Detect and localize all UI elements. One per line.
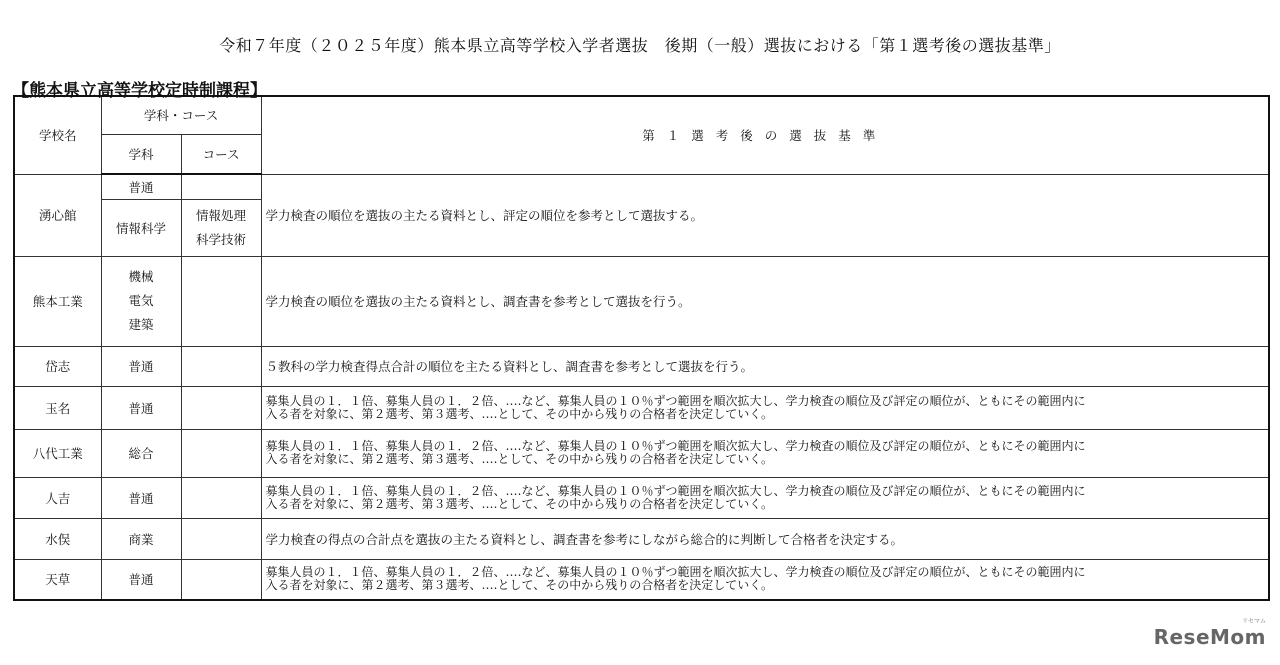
school-name: 岱志 — [14, 346, 101, 386]
table-row — [14, 346, 1269, 386]
course-cell — [181, 559, 261, 600]
dept-cell: 普通 — [101, 559, 181, 600]
course-cell — [181, 174, 261, 199]
school-name: 玉名 — [14, 386, 101, 429]
course-cell — [181, 199, 261, 256]
school-name: 水俣 — [14, 518, 101, 559]
header-dept-course: 学科・コース — [101, 96, 261, 134]
course-cell — [181, 518, 261, 559]
table-row — [14, 256, 1269, 346]
dept-cell: 総合 — [101, 429, 181, 477]
dept-cell: 普通 — [101, 346, 181, 386]
dept-item: 機械 — [128, 269, 154, 284]
criteria-cell — [261, 386, 1269, 429]
dept-cell: 商業 — [101, 518, 181, 559]
document-title: 令和７年度（２０２５年度）熊本県立高等学校入学者選抜 後期（一般）選抜における「第１選考後の選抜基準」 — [219, 36, 1061, 55]
criteria-line: 募集人員の１．１倍、募集人員の１．２倍、‥‥など、募集人員の１０％ずつ範囲を順次拡大し、学力検査の順位及び評定の順位が、ともにその範囲内に — [265, 483, 1086, 498]
school-name: 人吉 — [14, 477, 101, 518]
course-cell — [181, 386, 261, 429]
course-cell — [181, 477, 261, 518]
criteria-cell — [261, 559, 1269, 600]
criteria-line: 募集人員の１．１倍、募集人員の１．２倍、‥‥など、募集人員の１０％ずつ範囲を順次拡大し、学力検査の順位及び評定の順位が、ともにその範囲内に — [265, 565, 1086, 580]
table-row — [14, 429, 1269, 477]
criteria-line: 入る者を対象に、第２選考、第３選考、‥‥として、その中から残りの合格者を決定していく。 — [265, 452, 774, 466]
dept-cell: 普通 — [101, 386, 181, 429]
criteria-cell: 学力検査の順位を選抜の主たる資料とし、評定の順位を参考として選抜する。 — [261, 174, 1269, 256]
dept-cell — [101, 256, 181, 346]
criteria-line: 入る者を対象に、第２選考、第３選考、‥‥として、その中から残りの合格者を決定していく。 — [265, 496, 774, 511]
criteria-line: 募集人員の１．１倍、募集人員の１．２倍、‥‥など、募集人員の１０％ずつ範囲を順次拡大し、学力検査の順位及び評定の順位が、ともにその範囲内に — [265, 439, 1086, 453]
criteria-cell — [261, 429, 1269, 477]
criteria-cell — [261, 477, 1269, 518]
dept-item: 建築 — [128, 317, 154, 332]
course-item: 科学技術 — [196, 231, 247, 247]
school-name: 八代工業 — [14, 429, 101, 477]
dept-cell: 普通 — [101, 174, 181, 199]
logo-subtext: リセマム — [1242, 618, 1266, 625]
resemom-logo — [1153, 618, 1266, 649]
course-cell — [181, 256, 261, 346]
criteria-cell: 学力検査の得点の合計点を選抜の主たる資料とし、調査書を参考にしながら総合的に判断して合格者を決定する。 — [261, 518, 1269, 559]
table-row — [14, 559, 1269, 600]
table-row — [14, 518, 1269, 559]
school-name: 熊本工業 — [14, 256, 101, 346]
header-dept: 学科 — [101, 134, 181, 174]
criteria-line: 入る者を対象に、第２選考、第３選考、‥‥として、その中から残りの合格者を決定していく。 — [265, 406, 774, 421]
criteria-cell: ５教科の学力検査得点合計の順位を主たる資料とし、調査書を参考として選抜を行う。 — [261, 346, 1269, 386]
section-heading: 【熊本県立高等学校定時制課程】 — [12, 81, 267, 101]
school-name: 天草 — [14, 559, 101, 600]
table-row — [14, 174, 1269, 199]
header-course: コース — [181, 134, 261, 174]
logo-text: ReseMom — [1153, 625, 1266, 649]
course-item: 情報処理 — [196, 207, 247, 223]
selection-criteria-table — [13, 95, 1270, 601]
header-criteria: 第１選考後の選抜基準 — [261, 96, 1269, 174]
criteria-cell: 学力検査の順位を選抜の主たる資料とし、調査書を参考として選抜を行う。 — [261, 256, 1269, 346]
criteria-line: 募集人員の１．１倍、募集人員の１．２倍、‥‥など、募集人員の１０％ずつ範囲を順次拡大し、学力検査の順位及び評定の順位が、ともにその範囲内に — [265, 393, 1086, 408]
table-row — [14, 477, 1269, 518]
criteria-line: 入る者を対象に、第２選考、第３選考、‥‥として、その中から残りの合格者を決定していく。 — [265, 578, 774, 593]
dept-cell: 普通 — [101, 477, 181, 518]
course-cell — [181, 346, 261, 386]
dept-item: 電気 — [128, 293, 154, 308]
dept-cell: 情報科学 — [101, 199, 181, 256]
header-school: 学校名 — [14, 96, 101, 174]
course-cell — [181, 429, 261, 477]
school-name: 湧心館 — [14, 174, 101, 256]
table-row — [14, 386, 1269, 429]
